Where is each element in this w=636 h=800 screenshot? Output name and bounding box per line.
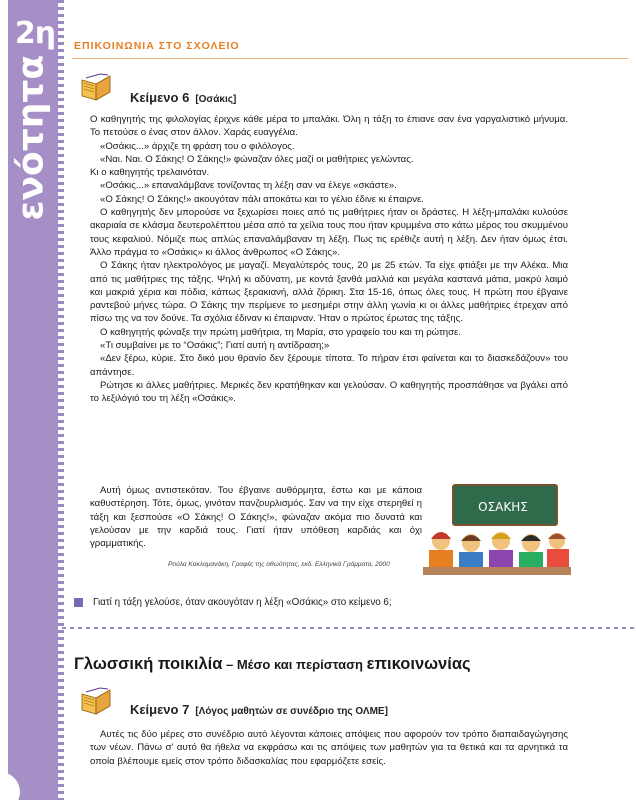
text7-paragraph: Αυτές τις δύο μέρες στο συνέδριο αυτό λέγονται κάποιες απόψεις που αφορούν τον τρόπο διαπαιδαγώγησης των νέων. Πάνω σ' αυτό θα ήθελα να εκφράσω και τις απόψεις των μαθητών για τα θετικά και τα αρνητικά τα οποία βλέπουμε εμείς στον τρόπο διδασκαλίας που εφαρμόζετε εσείς. [90,729,568,767]
open-book-icon [80,686,114,716]
chalkboard-text: ΟΣΑΚΗΣ [478,500,528,514]
text7-subtitle: [Λόγος μαθητών σε συνέδριο της ΟΛΜΕ] [195,706,388,717]
text6-paragraph: Κι ο καθηγητής τρελαινόταν. [90,167,210,179]
text6-paragraph: Ο Σάκης ήταν ηλεκτρολόγος με μαγαζί. Μεγαλύτερός τους, 20 με 25 ετών. Τα είχε φτιάξει με την Αλέκα. Μια από τις μαθήτριες της τάξης. Ψηλή κι αδύνατη, με κοντά ξανθά μαλλιά και μεγάλα καστανά μάτια, μακρύ λαιμό και μακριά χέρια και πόδια, κάπως ξερακιανή, αλλά ζόρικη. Στα 15-16, όπως όλες τους. Η πρώτη που έβγαινε ραντεβού μήνες τώρα. Ο Σάκης την περίμενε το μεσημέρι στην άλλη γωνία κι οι άλλες μαθήτριες έτρεχαν από πίσω της να τον δούνε. Τα σχόλια έδιναν κι έπαιρναν. Ήταν ο πρώτος έρωτας της τάξης. [90,260,568,325]
text6-paragraph: «Δεν ξέρω, κύριε. Στο δικό μου θρανίο δεν ξέρουμε τίποτα. Το πήραν έτσι φαίνεται και το διασκεδάζουν» του απάντησε. [90,353,568,378]
text6-paragraph: «Οσάκις...» επαναλάμβανε τονίζοντας τη λέξη σαν να έλεγε «σκάστε». [100,180,397,192]
text6-paragraph: Αυτή όμως αντιστεκόταν. Του έβγαινε αυθόρμητα, έστω και με κάποια καθυστέρηση. Τότε, όμως, γινόταν πανζουρλισμός. Σαν να την είχε στερηθεί η τάξη και ξεσπούσε «Ο Σάκης! Ο Σάκης!», φώναζαν ακόμα πιο δυνατά και γελούσαν με την καρδιά τους. Γιατί ήταν υπόθεση καρδιάς και όχι γραμματικής. [90,485,422,550]
text7-heading [130,702,388,717]
text6-paragraph: Ο καθηγητής της φιλολογίας έριχνε κάθε μέρα το μπαλάκι. Όλη η τάξη το έπιανε σαν ένα γαργαλιστικό μήνυμα. Το πετούσε ο ένας στον άλλον. Χαράς ευαγγέλια. [90,114,568,139]
question-text: Γιατί η τάξη γελούσε, όταν ακουγόταν η λέξη «Οσάκις» στο κείμενο 6; [93,597,392,608]
text7-body [90,728,568,768]
text7-title: Κείμενο 7 [130,702,190,717]
open-book-icon [80,72,114,102]
text6-paragraph: Ο καθηγητής δεν μπορούσε να ξεχωρίσει ποιες από τις μαθήτριες ήταν οι δράστες. Η λέξη-μπαλάκι κυλούσε ακαριαία σε κλάσμα δευτερολέπτου μέσα από τα χείλια τους που ήταν κρυμμένα στο κάτω μέρος του σκυμμένου τους κεφαλιού. Νόμιζε πως απλώς επαναλάμβαναν τη λέξη. Πως τις ερέθιζε αυτή η λέξη. Δεν ήταν όμως έτσι. Άλλο πράγμα το «Οσάκις» κι άλλος άνθρωπος «Ο Σάκης». [90,207,568,258]
section2-heading [74,655,471,674]
text6-body [90,113,568,406]
section-divider [62,627,636,629]
section-header: ΕΠΙΚΟΙΝΩΝΙΑ ΣΤΟ ΣΧΟΛΕΙΟ [74,40,240,52]
text6-paragraph: Ο καθηγητής φώναξε την πρώτη μαθήτρια, τη Μαρία, στο γραφείο του και τη ρώτησε. [100,326,461,338]
section2-title-part2: – Μέσο και περίσταση [222,657,367,672]
unit-label: ενότητα [10,54,52,221]
section-header-rule [72,58,628,59]
text6-title: Κείμενο 6 [130,90,190,105]
question-row [74,597,392,608]
text6-paragraph: «Οσάκις...» άρχιζε τη φράση του ο φιλόλογος. [100,140,295,152]
text6-subtitle: [Οσάκις] [195,94,237,105]
text6-paragraph: Ρώτησε κι άλλες μαθήτριες. Μερικές δεν κρατήθηκαν και γελούσαν. Ο καθηγητής προσπάθησε να βγάλει από το λεξιλόγιό του τη λέξη «Οσάκις». [90,379,568,405]
section2-title-part3: επικοινωνίας [366,655,471,673]
classroom-illustration [423,483,571,575]
sidebar-dashed-border [58,0,64,800]
text6-source: Ρούλα Κακλαμανάκη, Γραφές της αθωότητας, εκδ. Ελληνικά Γράμματα, 2000 [168,561,390,568]
text6-heading [130,90,236,105]
unit-sidebar [0,0,62,800]
text6-paragraph: «Ο Σάκης! Ο Σάκης!» ακουγόταν πάλι αποκάτω και το γέλιο έδινε κι έπαιρνε. [100,193,424,205]
unit-number: 2η [14,16,56,51]
text6-paragraph: «Ναι. Ναι. Ο Σάκης! Ο Σάκης!» φώναζαν όλες μαζί οι μαθήτριες γελώντας. [100,153,414,165]
text6-paragraph: «Τι συμβαίνει με το “Οσάκις”; Γιατί αυτή η αντίδραση;» [100,340,330,352]
question-bullet-icon [74,598,83,607]
section2-title-part1: Γλωσσική ποικιλία [74,655,223,673]
text6-wrap-body [90,484,422,550]
